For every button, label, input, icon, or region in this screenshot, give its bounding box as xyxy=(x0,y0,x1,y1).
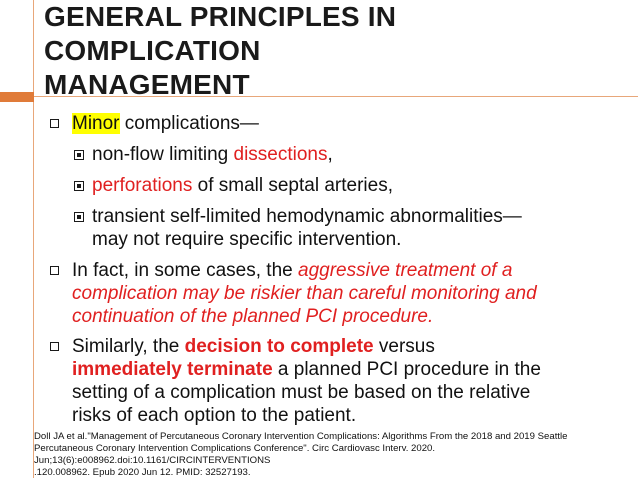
red-bold-decision-to-complete: decision to complete xyxy=(184,336,374,357)
title-line-1: GENERAL PRINCIPLES IN xyxy=(44,1,397,32)
red-italic-text-line-2: complication may be riskier than careful monitoring and xyxy=(72,283,537,304)
sub-bullet-text-line-1: transient self-limited hemodynamic abnormalities— xyxy=(92,206,522,227)
highlight-minor: Minor xyxy=(72,113,120,134)
sub-bullet-text: non-flow limiting xyxy=(92,144,234,165)
slide-title xyxy=(44,0,484,102)
sub-bullet-icon xyxy=(74,181,84,191)
reference-line-4: .120.008962. Epub 2020 Jun 12. PMID: 32527193. xyxy=(34,467,251,478)
sub-bullet-icon xyxy=(74,212,84,222)
sub-bullet-dissections xyxy=(50,143,610,166)
bullet-text: versus xyxy=(373,336,435,357)
sub-bullet-hemodynamic xyxy=(50,205,610,251)
sub-bullet-perforations xyxy=(50,174,610,197)
sub-bullet-text: , xyxy=(327,144,333,165)
left-margin-bar xyxy=(0,0,34,478)
bullet-text-line-3: setting of a complication must be based on the relative xyxy=(72,382,531,403)
bullet-text: Similarly, the xyxy=(72,336,185,357)
title-line-2: COMPLICATION xyxy=(44,35,261,66)
red-term-perforations: perforations xyxy=(92,175,193,196)
reference-line-2: Percutaneous Coronary Intervention Complications Conference". Circ Cardiovasc Interv. 2020. xyxy=(34,443,436,454)
bullet-text-line-4: risks of each option to the patient. xyxy=(72,405,357,426)
bullet-text: a planned PCI procedure in the xyxy=(272,359,541,380)
red-term-dissections: dissections xyxy=(233,144,328,165)
bullet-minor-complications xyxy=(50,112,610,135)
red-bold-immediately-terminate: immediately terminate xyxy=(72,359,273,380)
reference-citation xyxy=(34,431,624,479)
sub-bullet-icon xyxy=(74,150,84,160)
reference-line-1: Doll JA et al."Management of Percutaneous Coronary Intervention Complications: Algorithms From the 2018 and 2019 Seattle xyxy=(34,431,568,442)
square-bullet-icon xyxy=(50,342,59,351)
red-italic-text-line-3: continuation of the planned PCI procedure. xyxy=(72,306,434,327)
accent-bar xyxy=(0,92,34,102)
bullet-text: In fact, in some cases, the xyxy=(72,260,298,281)
sub-bullet-text-line-2: may not require specific intervention. xyxy=(92,229,402,250)
bullet-aggressive-treatment xyxy=(50,259,610,328)
reference-line-3: Jun;13(6):e008962.doi:10.1161/CIRCINTERVENTIONS xyxy=(34,455,271,466)
sub-bullet-text: of small septal arteries, xyxy=(192,175,393,196)
red-italic-text-line-1: aggressive treatment of a xyxy=(298,260,513,281)
slide-content xyxy=(50,112,610,427)
bullet-decision xyxy=(50,335,610,427)
left-divider-line xyxy=(33,0,34,478)
title-line-3: MANAGEMENT xyxy=(44,69,250,100)
square-bullet-icon xyxy=(50,266,59,275)
bullet-text: complications— xyxy=(119,113,259,134)
square-bullet-icon xyxy=(50,119,59,128)
